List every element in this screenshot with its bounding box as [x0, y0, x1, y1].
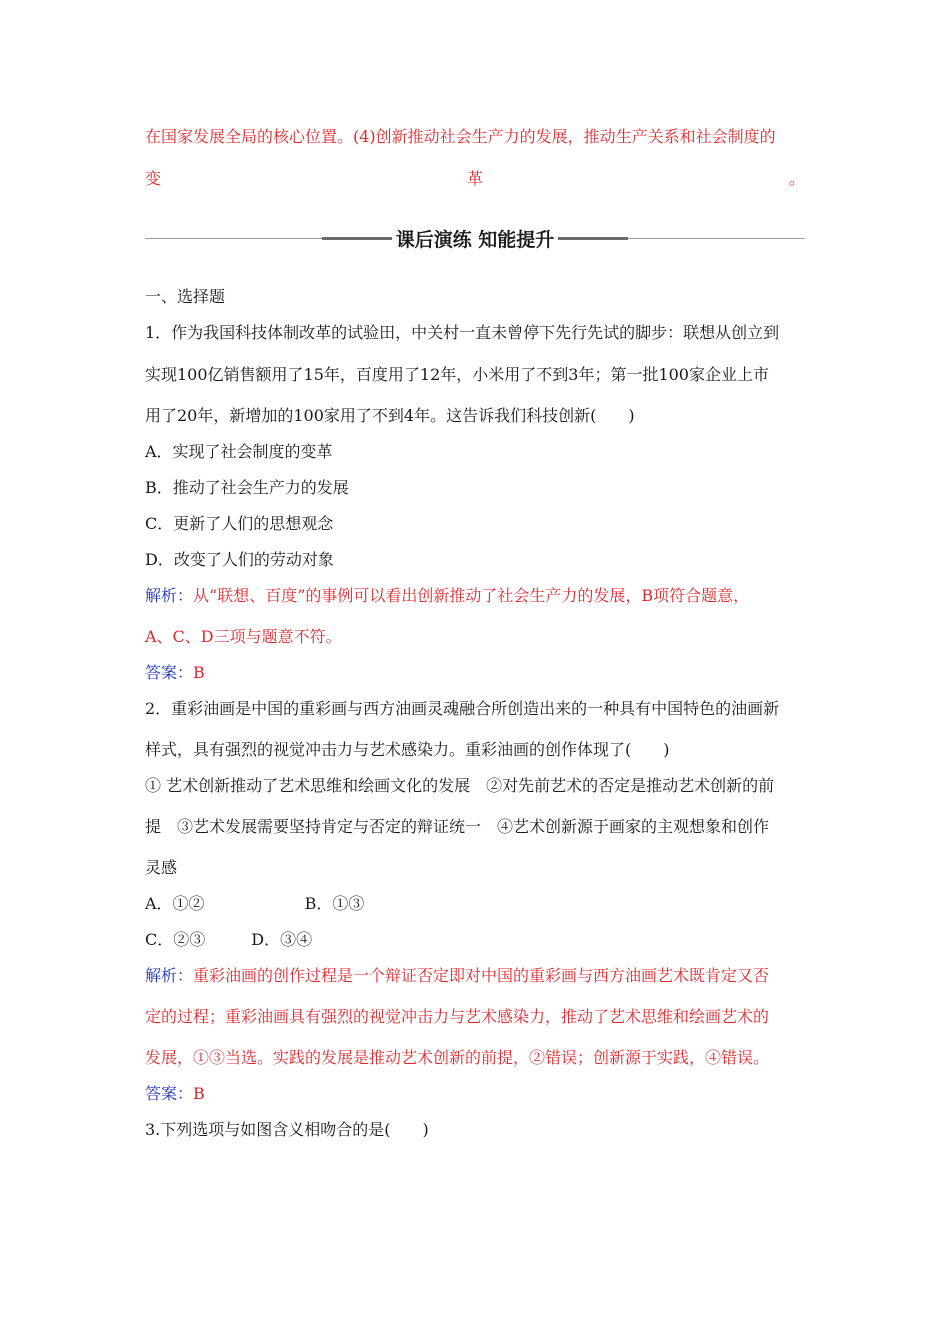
q1-analysis-line-1: [145, 585, 815, 607]
heading-rule-right: [558, 238, 805, 239]
prev-answer-line-2: [145, 168, 805, 190]
q2-stem-line-4: 提 ③艺术发展需要坚持肯定与否定的辩证统一 ④艺术创新源于画家的主观想象和创作: [145, 817, 770, 836]
prev-answer-char-2: 革: [466, 169, 483, 188]
q2-analysis-label: 解析：: [145, 966, 194, 985]
q2-analysis-line-2: 定的过程；重彩油画具有强烈的视觉冲击力与艺术感染力，推动了艺术思维和绘画艺术的: [145, 1007, 770, 1026]
q1-answer-value: B: [193, 663, 205, 682]
q2-analysis-line-1: [145, 965, 815, 987]
q2-stem-line-5: 灵感: [145, 858, 178, 877]
q1-answer-label: 答案：: [145, 663, 194, 682]
prev-answer-char-3: 。: [788, 169, 805, 188]
q2-analysis-text-1: 重彩油画的创作过程是一个辩证否定即对中国的重彩画与西方油画艺术既肯定又否: [193, 966, 770, 985]
q2-options-row-2: [145, 929, 815, 951]
q2-stem-line-2: 样式，具有强烈的视觉冲击力与艺术感染力。重彩油画的创作体现了( ): [145, 740, 670, 759]
part-heading: 一、选择题: [145, 287, 226, 306]
q2-option-a: A．①②: [145, 894, 205, 913]
q1-stem-line-3: 用了20年，新增加的100家用了不到4年。这告诉我们科技创新( ): [145, 406, 635, 425]
q1-stem-line-2: 实现100亿销售额用了15年，百度用了12年，小米用了不到3年；第一批100家企业上市: [145, 365, 769, 384]
prev-answer-line-1: 在国家发展全局的核心位置。(4)创新推动社会生产力的发展，推动生产关系和社会制度的: [145, 127, 776, 146]
q2-option-b: B．①③: [304, 894, 365, 913]
q1-option-b: B．推动了社会生产力的发展: [145, 478, 349, 497]
q1-option-c: C．更新了人们的思想观念: [145, 514, 334, 533]
q1-option-d: D．改变了人们的劳动对象: [145, 550, 334, 569]
q2-answer: [145, 1083, 815, 1105]
q1-option-a: A．实现了社会制度的变革: [145, 442, 333, 461]
q1-stem-line-1: 1．作为我国科技体制改革的试验田，中关村一直未曾停下先行先试的脚步：联想从创立到: [145, 323, 780, 342]
q2-stem-line-3: ① 艺术创新推动了艺术思维和绘画文化的发展 ②对先前艺术的否定是推动艺术创新的前: [145, 776, 775, 795]
q3-stem: 3.下列选项与如图含义相吻合的是( ): [145, 1120, 429, 1139]
q2-option-c: C．②③: [145, 930, 206, 949]
heading-rule-left: [145, 238, 392, 239]
prev-answer-char-1: 变: [145, 169, 162, 188]
q1-analysis-label: 解析：: [145, 586, 194, 605]
section-title: 课后演练 知能提升: [395, 228, 555, 251]
q1-answer: [145, 662, 815, 684]
q2-analysis-line-3: 发展，①③当选。实践的发展是推动艺术创新的前提，②错误；创新源于实践，④错误。: [145, 1048, 770, 1067]
q1-analysis-line-2: A、C、D三项与题意不符。: [145, 627, 342, 646]
q2-answer-label: 答案：: [145, 1084, 194, 1103]
q2-answer-value: B: [193, 1084, 205, 1103]
q2-option-d: D．③④: [251, 930, 313, 949]
q1-analysis-text-1: 从“联想、百度”的事例可以看出创新推动了社会生产力的发展，B项符合题意，: [193, 586, 750, 605]
q2-stem-line-1: 2．重彩油画是中国的重彩画与西方油画灵魂融合所创造出来的一种具有中国特色的油画新: [145, 699, 780, 718]
section-heading: [145, 226, 805, 250]
q2-options-row-1: [145, 893, 815, 915]
